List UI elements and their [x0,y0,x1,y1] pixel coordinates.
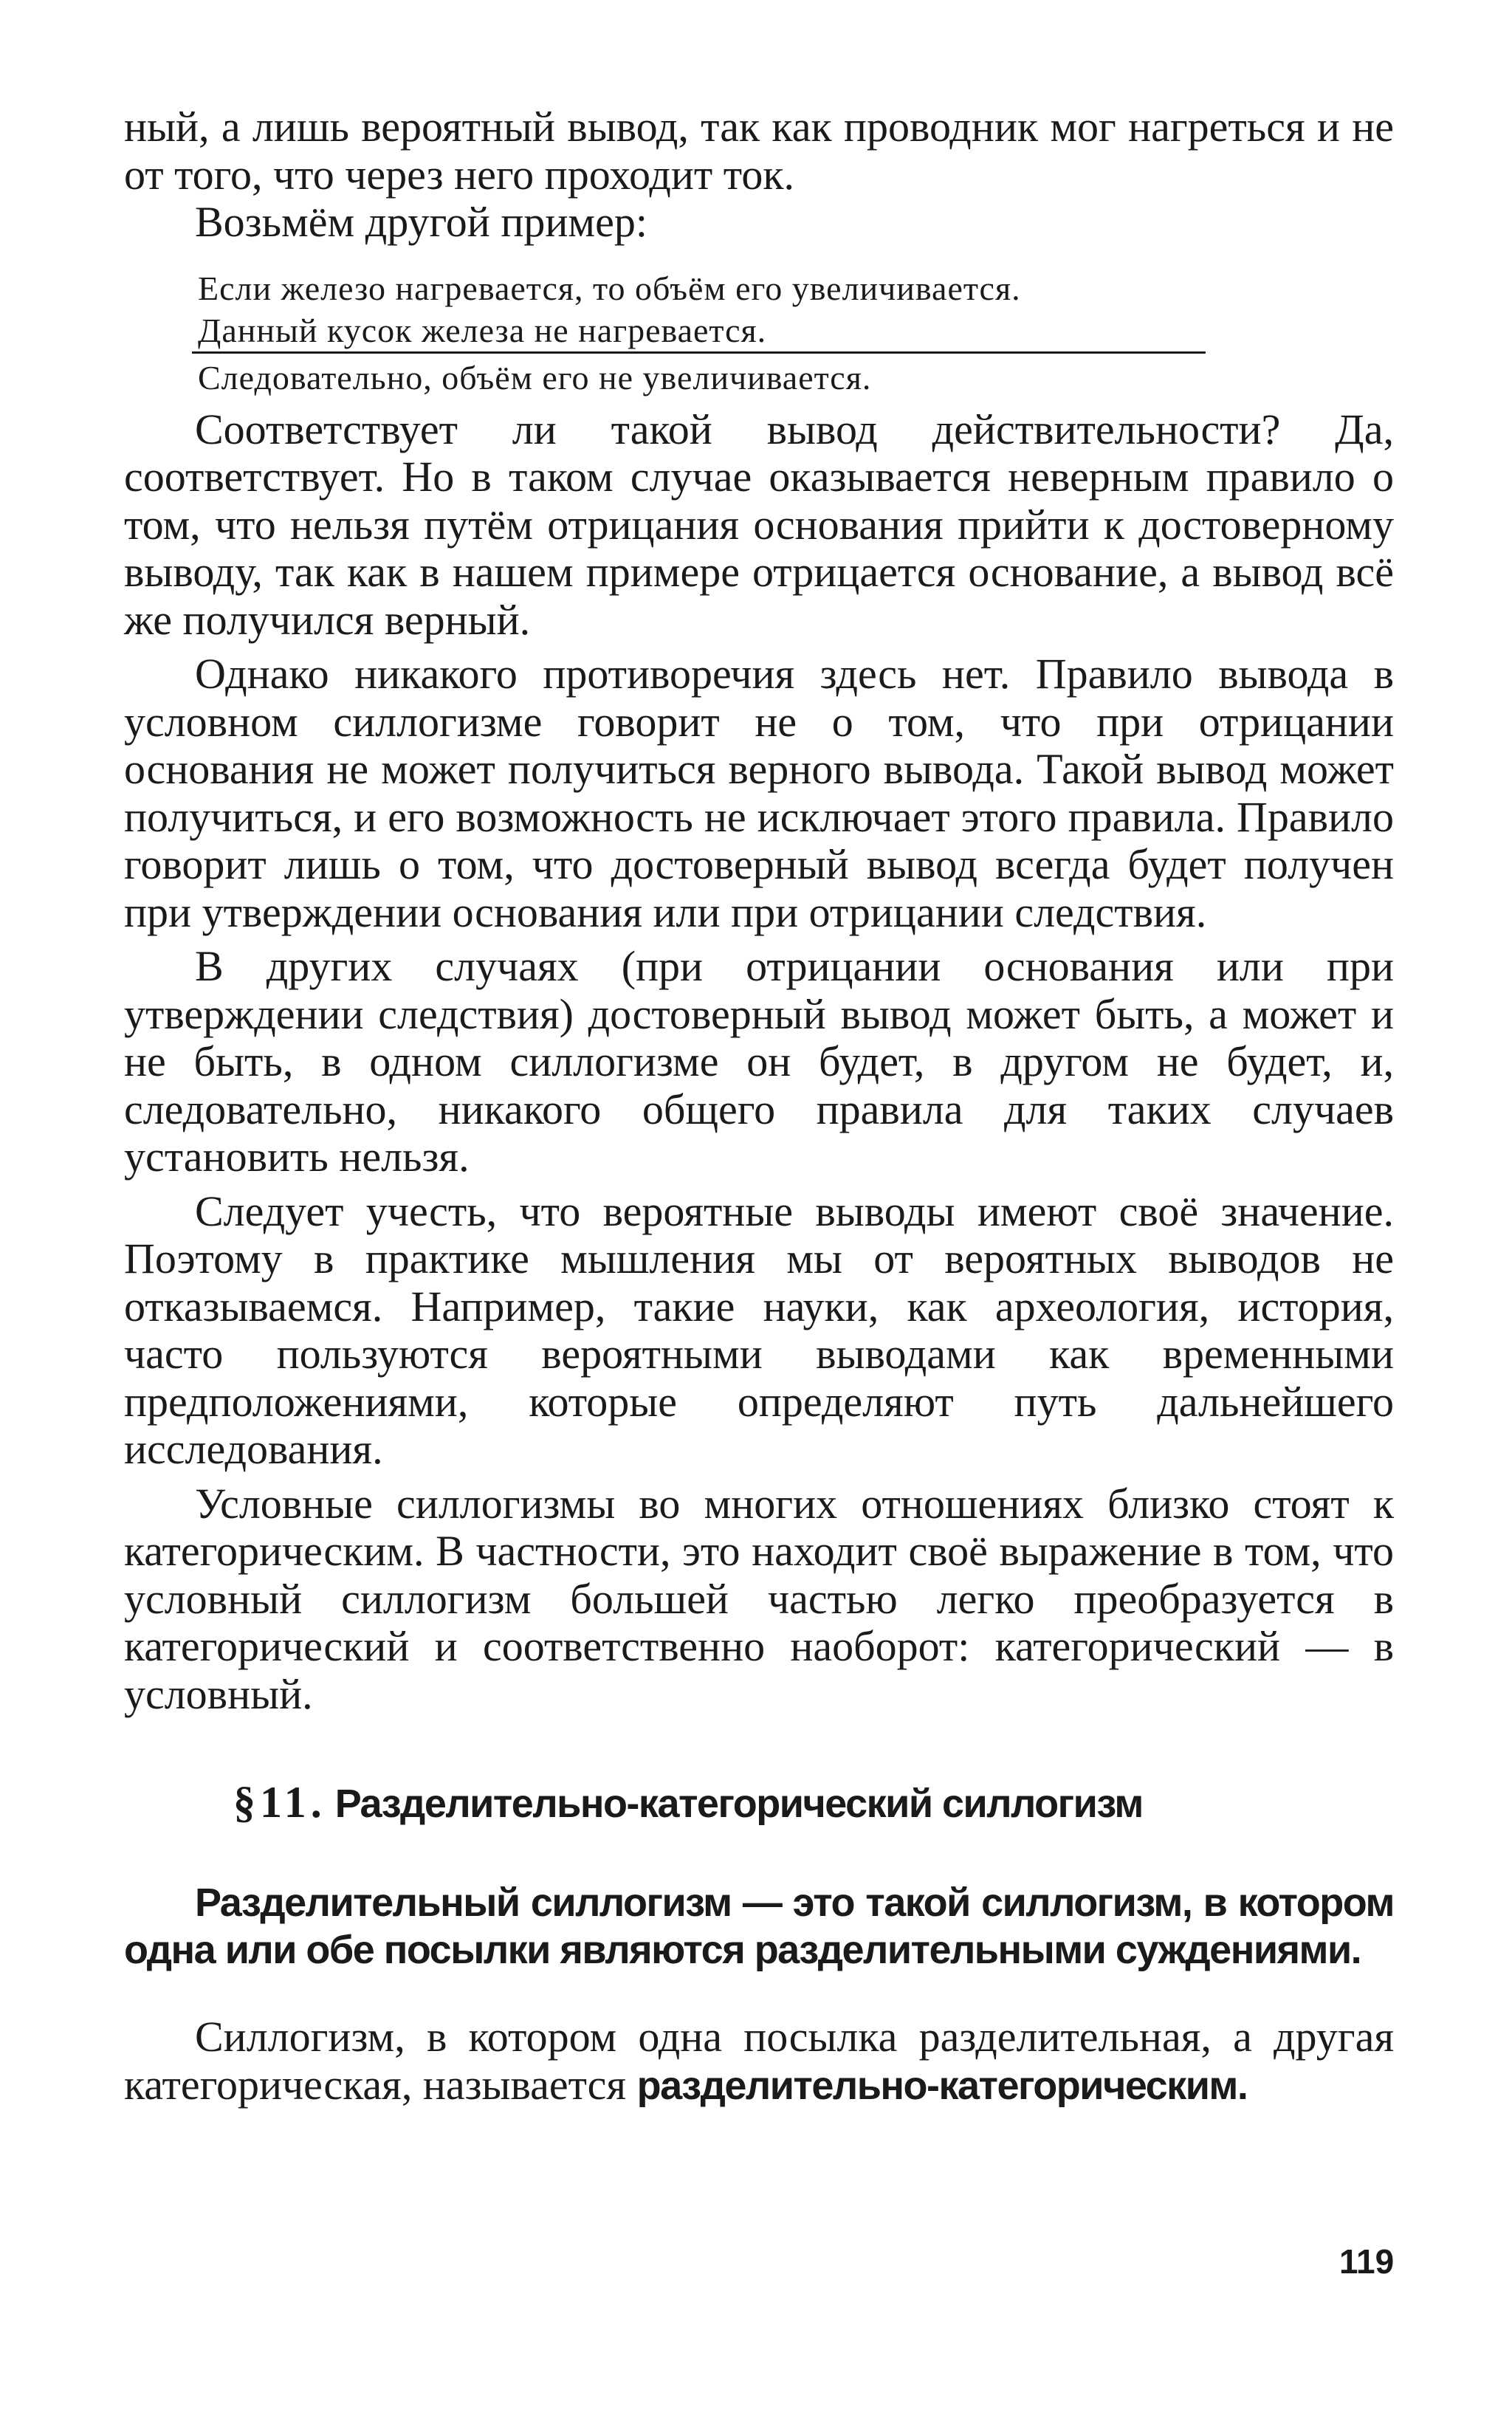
example-conclusion: Следовательно, объём его не увеличивается. [198,358,872,396]
syllogism-example [198,267,1206,399]
example-premise-major: Если железо нагревается, то объём его увеличивается. [198,269,1021,307]
paragraph-conditional-vs-categorical: Условные силлогизмы во многих отношениях близко стоят к категорическим. В частности, это находит своё выражение в том, что условный силлогизм большей частью легко преобразуется в категорический и соответственно наоборот: категорический — в условный. [124,1479,1394,1718]
section-heading [124,1779,1394,1827]
term-disjunctive-categorical: разделительно-категорическим. [636,2063,1248,2108]
page-number: 119 [1339,2242,1395,2281]
paragraph-disjunctive-categorical [124,2013,1394,2109]
paragraph-no-contradiction: Однако никакого противоречия здесь нет. Правило вывода в условном силлогизме говорит не о том, что при отрицании основания не может получиться верного вывода. Такой вывод может получиться, и его возможность не исключает этого правила. Правило говорит лишь о том, что достоверный вывод всегда будет получен при утверждении основания или при отрицании следствия. [124,650,1394,936]
paragraph-question: Соответствует ли такой вывод действительности? Да, соответствует. Но в таком случае оказывается неверным правило о том, что нельзя путём отрицания основания прийти к достоверному выводу, так как в нашем примере отрицается основание, а вывод всё же получился верный. [124,405,1394,644]
section-title: Разделительно-категорический силлогизм [334,1782,1143,1826]
paragraph-example-intro: Возьмём другой пример: [195,198,647,246]
paragraph-probable-conclusions: Следует учесть, что вероятные выводы имеют своё значение. Поэтому в практике мышления мы от вероятных выводов не отказываемся. Например, такие науки, как археология, история, часто пользуются вероятными выводами как временными предположениями, которые определяют путь дальнейшего исследования. [124,1186,1394,1473]
example-premise-minor: Данный кусок железа не нагревается. [192,310,1206,354]
paragraph-other-cases: В других случаях (при отрицании основания или при утверждении следствия) достоверный вывод может быть, а может и не быть, в одном силлогизме он будет, в другом не будет, и, следовательно, никакого общего правила для таких случаев установить нельзя. [124,942,1394,1181]
section-number: §11. [233,1778,326,1827]
paragraph-continuation: ный, а лишь вероятный вывод, так как проводник мог нагреться и не от того, что через него проходит ток. [124,103,1394,199]
page-body [124,103,1394,2109]
paragraph-disjunctive-categorical-text: Силлогизм, в котором одна посылка разделительная, а другая категорическая, называется [124,2013,1394,2109]
definition-disjunctive-syllogism: Разделительный силлогизм — это такой силлогизм, в котором одна или обе посылки являются разделительными суждениями. [124,1881,1394,1972]
